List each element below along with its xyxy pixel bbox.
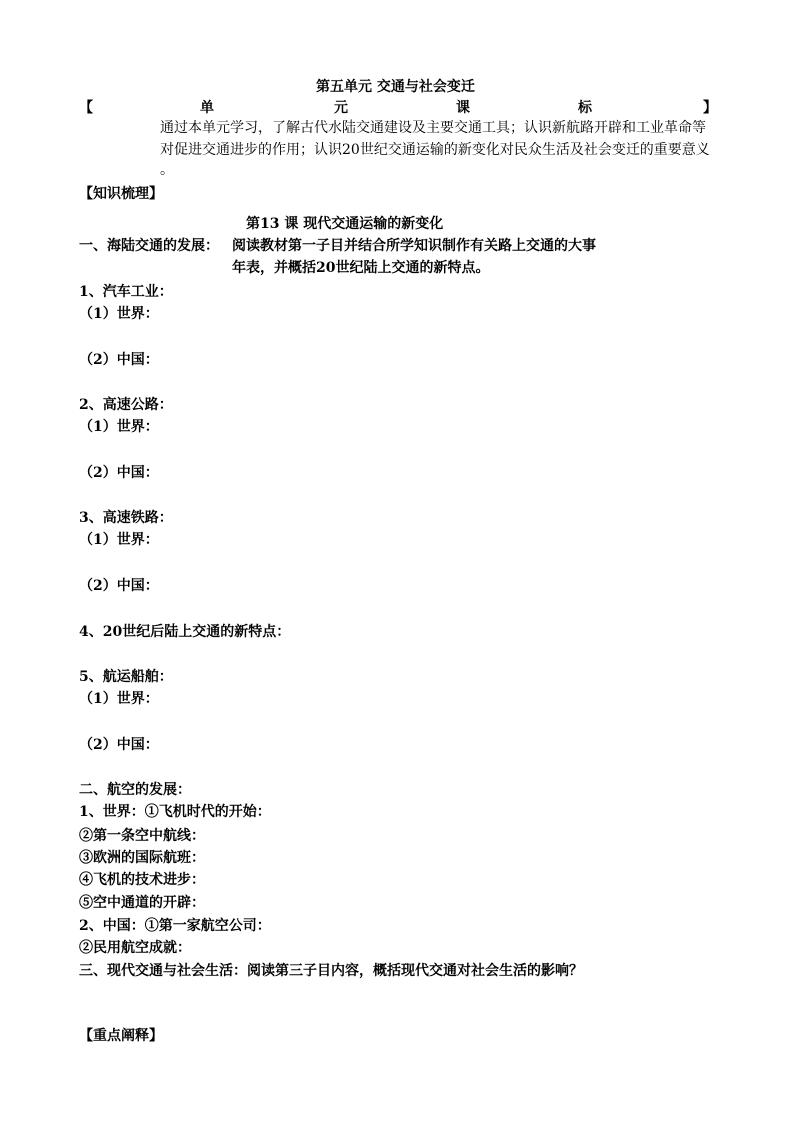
section1-instruction-line-1: 阅读教材第一子目并结合所学知识制作有关路上交通的大事 (232, 238, 596, 254)
item2-china: （2）中国： (79, 465, 159, 481)
item2-world: （1）世界： (79, 419, 159, 435)
section2-china-1: 2、中国：①第一家航空公司： (79, 918, 271, 934)
section1-instruction-line-2: 年表，并概括20世纪陆上交通的新特点。 (232, 260, 490, 276)
goal-bracket-close: 】 (703, 100, 717, 116)
item1-world: （1）世界： (79, 306, 159, 322)
section2-world-5: ⑤空中通道的开辟： (79, 895, 205, 911)
item5-heading: 5、航运船舶： (79, 669, 173, 685)
goal-text-line-2: 对促进交通进步的作用；认识20世纪交通运输的新变化对民众生活及社会变迁的重要意义 (160, 142, 710, 158)
section3-heading: 三、现代交通与社会生活：阅读第三子目内容，概括现代交通对社会生活的影响？ (79, 963, 583, 979)
goal-text-line-1: 通过本单元学习，了解古代水陆交通建设及主要交通工具；认识新航路开辟和工业革命等 (160, 120, 706, 136)
goal-label-char-1: 单 (200, 100, 214, 116)
section1-heading: 一、海陆交通的发展： (79, 238, 219, 254)
goal-bracket-open: 【 (79, 100, 93, 116)
section2-world-3: ③欧洲的国际航班： (79, 850, 205, 866)
section2-world-2: ②第一条空中航线： (79, 828, 205, 844)
item4-heading: 4、20世纪后陆上交通的新特点： (79, 624, 291, 640)
key-points-label: 【重点阐释】 (79, 1028, 163, 1044)
item5-china: （2）中国： (79, 737, 159, 753)
item3-china: （2）中国： (79, 578, 159, 594)
knowledge-label: 【知识梳理】 (79, 186, 163, 202)
section2-world-1: 1、世界：①飞机时代的开始： (79, 804, 271, 820)
goal-label-char-4: 标 (578, 100, 592, 116)
unit-title: 第五单元 交通与社会变迁 (316, 79, 475, 95)
item3-world: （1）世界： (79, 532, 159, 548)
item3-heading: 3、高速铁路： (79, 510, 173, 526)
item2-heading: 2、高速公路： (79, 397, 173, 413)
goal-text-line-3: 。 (160, 162, 174, 178)
item5-world: （1）世界： (79, 691, 159, 707)
section2-china-2: ②民用航空成就： (79, 940, 191, 956)
goal-label-char-3: 课 (456, 100, 470, 116)
goal-label-char-2: 元 (334, 100, 348, 116)
section2-heading: 二、航空的发展： (79, 782, 191, 798)
lesson-title: 第13 课 现代交通运输的新变化 (246, 216, 444, 232)
item1-china: （2）中国： (79, 352, 159, 368)
item1-heading: 1、汽车工业： (79, 284, 173, 300)
section2-world-4: ④飞机的技术进步： (79, 872, 205, 888)
